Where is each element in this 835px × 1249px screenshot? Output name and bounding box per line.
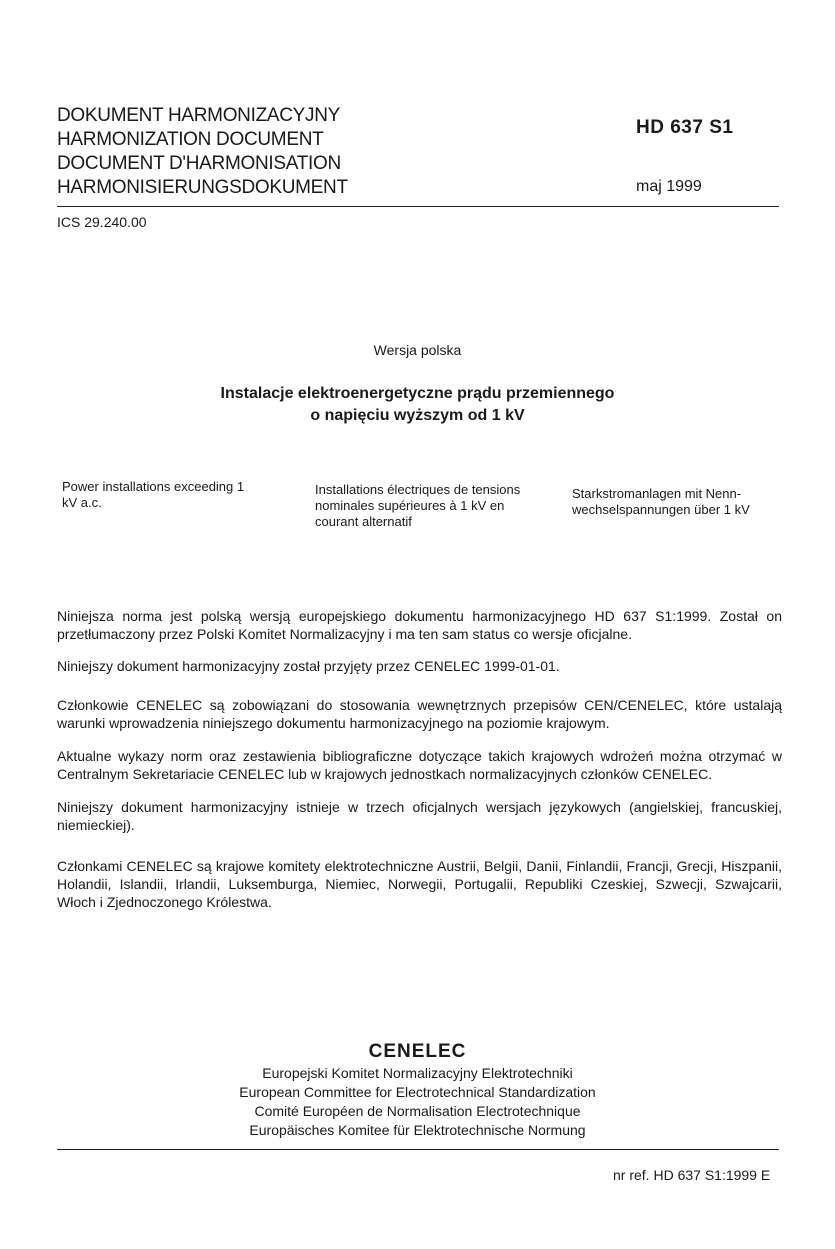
org-name-english: European Committee for Electrotechnical Standardization [239, 1084, 596, 1100]
header-divider [57, 206, 779, 207]
paragraph-polish-version: Niniejsza norma jest polską wersją europejskiego dokumentu harmonizacyjnego HD 637 S1:1999. Został on przetłumaczony przez Polski Komitet Normalizacyjny i ma ten sam status co wersje oficjalne. [57, 608, 782, 642]
paragraph-language-versions: Niniejszy dokument harmonizacyjny istnieje w trzech oficjalnych wersjach językowych (angielskiej, francuskiej, niemieckiej). [57, 799, 782, 833]
cenelec-logo-text: CENELEC [368, 1041, 467, 1062]
reference-number: nr ref. HD 637 S1:1999 E [613, 1167, 771, 1183]
paragraph-members-list: Członkami CENELEC są krajowe komitety elektrotechniczne Austrii, Belgii, Danii, Finlandii, Francji, Grecji, Hiszpanii, Holandii, Islandii, Irlandii, Luksemburga, Niemiec, Norwegii, Portugalii, Republiki Czeskiej, Szwecji, Szwajcarii, Włoch i Zjednoczonego Królestwa. [57, 858, 782, 910]
document-code: HD 637 S1 [636, 117, 734, 138]
paragraph-adoption: Niniejszy dokument harmonizacyjny został przyjęty przez CENELEC 1999-01-01. [57, 658, 560, 674]
footer-divider [57, 1149, 779, 1150]
org-name-french: Comité Européen de Normalisation Electrotechnique [254, 1103, 581, 1119]
org-name-german: Europäisches Komitee für Elektrotechnische Normung [249, 1122, 586, 1138]
paragraph-bibliography: Aktualne wykazy norm oraz zestawienia bibliograficzne dotyczące takich krajowych wdrożeń można otrzymać w Centralnym Sekretariacie CENELEC lub w krajowych jednostkach normalizacyjnych członków CENELEC. [57, 748, 782, 782]
document-type-titles [57, 104, 348, 200]
title-polish: DOKUMENT HARMONIZACYJNY [57, 105, 341, 126]
title-english: HARMONIZATION DOCUMENT [57, 129, 324, 150]
organization-names [0, 1064, 835, 1140]
main-title-line-2: o napięciu wyższym od 1 kV [310, 407, 525, 424]
title-french: DOCUMENT D'HARMONISATION [57, 153, 341, 174]
title-german: HARMONISIERUNGSDOKUMENT [57, 177, 348, 198]
title-translation-english: Power installations exceeding 1 kV a.c. [62, 479, 245, 510]
document-date: maj 1999 [636, 178, 702, 195]
main-title [0, 383, 835, 427]
ics-code: ICS 29.240.00 [57, 214, 147, 230]
main-title-line-1: Instalacje elektroenergetyczne prądu przemiennego [220, 385, 615, 402]
title-translation-french: Installations électriques de tensions nominales supérieures à 1 kV en courant alternatif [315, 482, 521, 529]
org-name-polish: Europejski Komitet Normalizacyjny Elektrotechniki [262, 1065, 573, 1081]
version-label: Wersja polska [373, 342, 462, 358]
paragraph-members-obligation: Członkowie CENELEC są zobowiązani do stosowania wewnętrznych przepisów CEN/CENELEC, które ustalają warunki wprowadzenia niniejszego dokumentu harmonizacyjnego na poziomie krajowym. [57, 697, 782, 731]
title-translation-german: Starkstromanlagen mit Nenn-wechselspannungen über 1 kV [572, 486, 750, 517]
